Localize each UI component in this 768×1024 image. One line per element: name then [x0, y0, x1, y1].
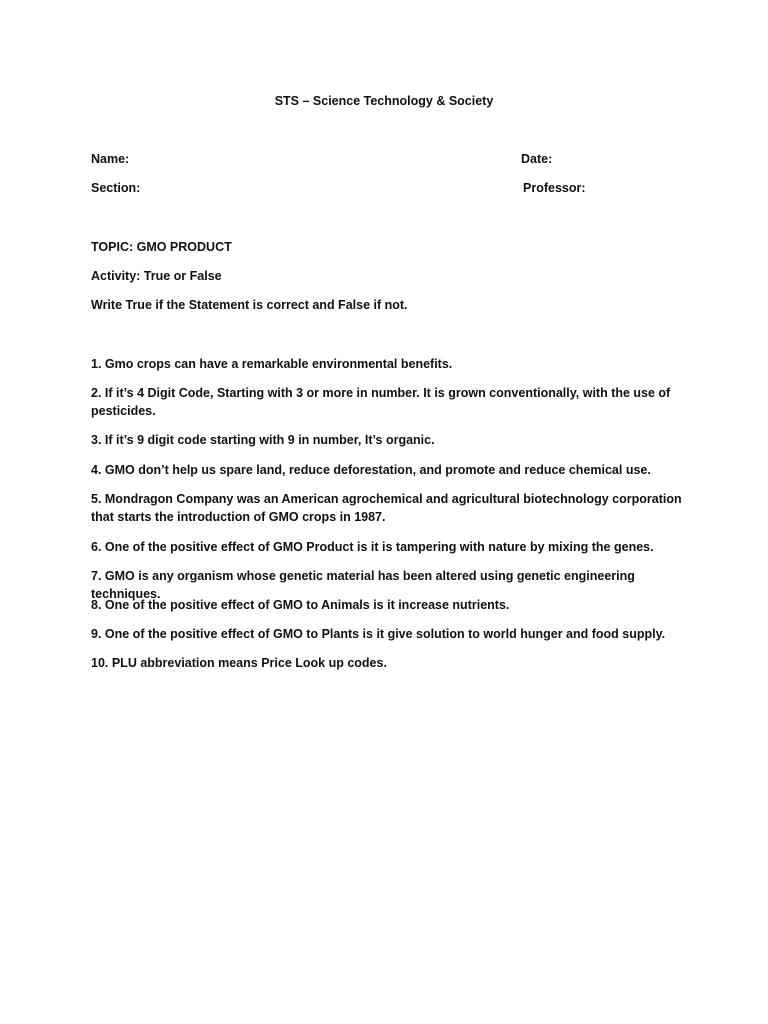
- topic-heading: TOPIC: GMO PRODUCT: [91, 240, 232, 254]
- date-label: Date:: [521, 152, 553, 166]
- section-label: Section:: [91, 181, 141, 195]
- name-label: Name:: [91, 152, 130, 166]
- question-item: 8. One of the positive effect of GMO to Animals is it increase nutrients.: [91, 598, 510, 612]
- question-item: 9. One of the positive effect of GMO to Plants is it give solution to world hunger and food supply.: [91, 627, 666, 641]
- professor-label: Professor:: [523, 181, 586, 195]
- instructions-text: Write True if the Statement is correct and False if not.: [91, 298, 408, 312]
- question-item: 1. Gmo crops can have a remarkable environmental benefits.: [91, 357, 453, 371]
- question-item: 5. Mondragon Company was an American agrochemical and agricultural biotechnology corporation that starts the introduction of GMO crops in 1987.: [91, 492, 682, 524]
- question-item: 3. If it’s 9 digit code starting with 9 in number, It’s organic.: [91, 433, 435, 447]
- question-item: 2. If it’s 4 Digit Code, Starting with 3 or more in number. It is grown conventionally, with the use of pesticides.: [91, 386, 671, 418]
- question-item: 4. GMO don’t help us spare land, reduce deforestation, and promote and reduce chemical use.: [91, 463, 651, 477]
- question-item: 7. GMO is any organism whose genetic material has been altered using genetic engineering techniques.: [91, 569, 635, 601]
- question-item: 6. One of the positive effect of GMO Product is it is tampering with nature by mixing the genes.: [91, 540, 654, 554]
- document-title: STS – Science Technology & Society: [274, 94, 494, 108]
- question-item: 10. PLU abbreviation means Price Look up codes.: [91, 656, 387, 670]
- activity-heading: Activity: True or False: [91, 269, 222, 283]
